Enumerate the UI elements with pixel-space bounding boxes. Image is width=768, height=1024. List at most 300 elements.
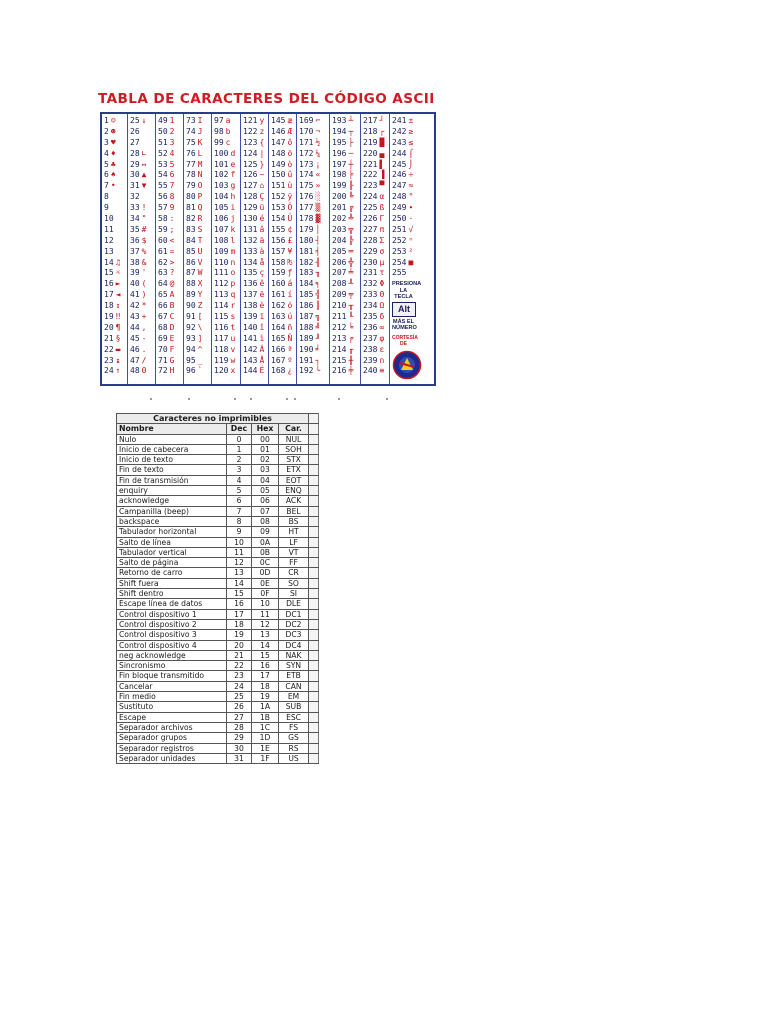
ascii-code: 83	[186, 224, 196, 234]
ascii-character: =	[169, 246, 175, 256]
cell-hex: 1A	[252, 702, 279, 712]
table-row	[117, 733, 319, 743]
cell-char: EM	[279, 692, 309, 702]
table-edge	[309, 414, 319, 424]
cell-name: Nulo	[117, 434, 227, 444]
ascii-entry	[184, 312, 211, 323]
ascii-code: 24	[104, 366, 114, 376]
ascii-code: 247	[392, 181, 407, 191]
scan-dot	[338, 398, 340, 400]
ascii-entry	[241, 356, 268, 367]
ascii-character: ²	[408, 246, 414, 256]
ascii-entry	[390, 116, 415, 127]
table-row	[117, 609, 319, 619]
non-printable-table	[116, 413, 319, 764]
ascii-character: ║	[315, 301, 321, 311]
ascii-code: 119	[214, 355, 229, 365]
ascii-entry	[390, 268, 415, 279]
ascii-character: Y	[197, 290, 203, 300]
ascii-code: 123	[243, 137, 258, 147]
ascii-entry	[390, 203, 415, 214]
ascii-character: 9	[169, 203, 175, 213]
ascii-character: n	[230, 257, 236, 267]
ascii-entry	[297, 312, 329, 323]
ascii-character: ?	[169, 268, 175, 278]
ascii-entry	[241, 247, 268, 258]
ascii-character: M	[197, 159, 203, 169]
ascii-code: 179	[299, 224, 314, 234]
ascii-code: 253	[392, 246, 407, 256]
ascii-code: 23	[104, 355, 114, 365]
ascii-entry	[156, 345, 183, 356]
ascii-character: w	[230, 355, 236, 365]
ascii-code: 181	[299, 246, 314, 256]
ascii-entry	[390, 160, 415, 171]
ascii-character: ╗	[315, 312, 321, 322]
cell-char: SI	[279, 589, 309, 599]
ascii-entry	[128, 334, 155, 345]
table-edge	[309, 650, 319, 660]
ascii-entry	[128, 225, 155, 236]
cell-dec: 9	[227, 527, 252, 537]
ascii-code: 42	[130, 301, 140, 311]
ascii-character: Φ	[379, 279, 385, 289]
scan-dot	[386, 398, 388, 400]
ascii-entry	[184, 127, 211, 138]
ascii-entry	[361, 268, 389, 279]
ascii-code: 50	[158, 126, 168, 136]
ascii-entry	[156, 138, 183, 149]
ascii-code: 218	[363, 126, 378, 136]
ascii-code: 148	[271, 148, 286, 158]
ascii-entry	[184, 356, 211, 367]
alt-instruction-panel	[390, 279, 422, 380]
table-edge	[309, 671, 319, 681]
ascii-entry	[102, 138, 127, 149]
ascii-character: •	[110, 181, 116, 191]
ascii-character: {	[259, 137, 265, 147]
ascii-character: I	[197, 116, 203, 125]
ascii-character: φ	[379, 333, 385, 343]
ascii-entry	[361, 160, 389, 171]
ascii-character: á	[287, 279, 293, 289]
ascii-character: ;	[169, 224, 175, 234]
ascii-code: 136	[243, 279, 258, 289]
ascii-entry	[102, 160, 127, 171]
ascii-entry	[297, 247, 329, 258]
ascii-entry	[128, 214, 155, 225]
ascii-code: 255	[392, 268, 407, 278]
ascii-entry	[184, 268, 211, 279]
ascii-entry	[212, 279, 240, 290]
ascii-entry	[156, 334, 183, 345]
ascii-character: ┘	[379, 116, 385, 125]
ascii-character: ▲	[141, 170, 147, 180]
ascii-entry	[102, 170, 127, 181]
ascii-entry	[128, 236, 155, 247]
ascii-character: x	[230, 366, 236, 376]
ascii-entry	[361, 247, 389, 258]
ascii-character: !	[141, 203, 147, 213]
ascii-character: "	[141, 214, 147, 224]
ascii-code: 16	[104, 279, 114, 289]
ascii-code: 26	[130, 126, 140, 136]
ascii-character: º	[287, 355, 293, 365]
ascii-code: 69	[158, 333, 168, 343]
ascii-entry	[184, 214, 211, 225]
ascii-entry	[102, 301, 127, 312]
ascii-code: 17	[104, 290, 114, 300]
ascii-code: 228	[363, 235, 378, 245]
ascii-character: ▒	[315, 203, 321, 213]
ascii-character: j	[230, 214, 236, 224]
ascii-chart	[98, 86, 440, 388]
cell-name: Separador archivos	[117, 722, 227, 732]
ascii-code: 127	[243, 181, 258, 191]
ascii-entry	[241, 149, 268, 160]
ascii-code: 12	[104, 235, 114, 245]
ascii-entry	[212, 345, 240, 356]
ascii-character: L	[197, 148, 203, 158]
ascii-character: ↑	[115, 366, 121, 376]
scan-dot	[188, 398, 190, 400]
ascii-character: ⌠	[408, 148, 414, 158]
ascii-entry	[212, 170, 240, 181]
ascii-code: 10	[104, 214, 114, 224]
ascii-code: 237	[363, 333, 378, 343]
ascii-entry	[128, 268, 155, 279]
ascii-entry	[297, 225, 329, 236]
ascii-character: ¥	[287, 246, 293, 256]
ascii-entry	[241, 192, 268, 203]
ascii-entry	[330, 181, 360, 192]
ascii-code: 52	[158, 148, 168, 158]
ascii-entry	[128, 203, 155, 214]
ascii-code: 222	[363, 170, 378, 180]
ascii-code: 53	[158, 159, 168, 169]
ascii-character: a	[225, 116, 231, 125]
ascii-entry	[330, 236, 360, 247]
ascii-character: s	[230, 312, 236, 322]
ascii-code: 238	[363, 344, 378, 354]
ascii-code: 35	[130, 224, 140, 234]
ascii-code: 108	[214, 235, 229, 245]
cell-char: ESC	[279, 712, 309, 722]
ascii-code: 199	[332, 181, 347, 191]
ascii-column	[269, 114, 297, 384]
ascii-entry	[184, 192, 211, 203]
ascii-entry	[212, 192, 240, 203]
ascii-code: 184	[299, 279, 314, 289]
ascii-character: ┌	[379, 126, 385, 136]
ascii-character: δ	[379, 312, 385, 322]
table-row	[117, 486, 319, 496]
ascii-code: 29	[130, 159, 140, 169]
ascii-code: 142	[243, 344, 258, 354]
ascii-character: ☺	[110, 116, 116, 125]
ascii-code: 144	[243, 366, 258, 376]
ascii-entry	[269, 247, 296, 258]
cell-char: SUB	[279, 702, 309, 712]
ascii-code: 140	[243, 322, 258, 332]
ascii-character: \	[197, 322, 203, 332]
ascii-entry	[241, 268, 268, 279]
ascii-entry	[212, 258, 240, 269]
ascii-character: ♦	[110, 148, 116, 158]
ascii-entry	[128, 247, 155, 258]
ascii-entry	[128, 138, 155, 149]
ascii-code: 194	[332, 126, 347, 136]
ascii-code: 162	[271, 301, 286, 311]
ascii-code: 187	[299, 312, 314, 322]
cell-name: Tabulador vertical	[117, 547, 227, 557]
ascii-entry	[297, 268, 329, 279]
ascii-character: >	[169, 257, 175, 267]
cell-char: DC1	[279, 609, 309, 619]
ascii-code: 122	[243, 126, 258, 136]
table-edge	[309, 692, 319, 702]
alt-key-icon: Alt	[392, 302, 416, 317]
ascii-code: 242	[392, 126, 407, 136]
cell-name: Shift fuera	[117, 578, 227, 588]
cell-hex: 16	[252, 661, 279, 671]
ascii-code: 90	[186, 301, 196, 311]
ascii-code: 86	[186, 257, 196, 267]
cell-name: Campanilla (beep)	[117, 506, 227, 516]
ascii-entry	[102, 356, 127, 367]
ascii-entry	[212, 247, 240, 258]
ascii-character: T	[197, 235, 203, 245]
ascii-character: û	[287, 170, 293, 180]
cell-dec: 14	[227, 578, 252, 588]
ascii-code: 77	[186, 159, 196, 169]
ascii-character: (	[141, 279, 147, 289]
ascii-entry	[184, 160, 211, 171]
ascii-code: 157	[271, 246, 286, 256]
ascii-code: 8	[104, 192, 109, 202]
ascii-code: 88	[186, 279, 196, 289]
ascii-character: ∟	[141, 148, 147, 158]
ascii-character: ♥	[110, 137, 116, 147]
ascii-entry	[241, 203, 268, 214]
cell-name: Escape	[117, 712, 227, 722]
ascii-code: 130	[243, 214, 258, 224]
ascii-character: 0	[141, 366, 147, 376]
ascii-code: 132	[243, 235, 258, 245]
cell-dec: 21	[227, 650, 252, 660]
ascii-entry	[128, 127, 155, 138]
cell-dec: 28	[227, 722, 252, 732]
cell-char: DC4	[279, 640, 309, 650]
ascii-code: 85	[186, 246, 196, 256]
ascii-code: 158	[271, 257, 286, 267]
ascii-character: ╬	[348, 257, 354, 267]
ascii-character: α	[379, 192, 385, 202]
ascii-character: î	[259, 322, 265, 332]
ascii-code: 92	[186, 322, 196, 332]
ascii-entry	[269, 356, 296, 367]
table-edge	[309, 568, 319, 578]
courtesy-text: CORTESÍA DE	[392, 335, 418, 348]
ascii-code: 210	[332, 301, 347, 311]
ascii-chart-title: TABLA DE CARACTERES DEL CÓDIGO ASCII	[98, 91, 435, 107]
ascii-character: y	[259, 116, 265, 125]
ascii-code: 65	[158, 290, 168, 300]
scan-dot	[294, 398, 296, 400]
cell-dec: 29	[227, 733, 252, 743]
ascii-code: 176	[299, 192, 314, 202]
cell-name: Fin medio	[117, 692, 227, 702]
cell-hex: 10	[252, 599, 279, 609]
ascii-entry	[156, 290, 183, 301]
ascii-entry	[330, 203, 360, 214]
ascii-entry	[241, 312, 268, 323]
table-row	[117, 506, 319, 516]
ascii-code: 233	[363, 290, 378, 300]
ascii-character: g	[230, 181, 236, 191]
ascii-code: 71	[158, 355, 168, 365]
ascii-entry	[361, 149, 389, 160]
ascii-code: 72	[158, 366, 168, 376]
ascii-character: @	[169, 279, 175, 289]
ascii-entry	[212, 181, 240, 192]
ascii-character: ò	[287, 159, 293, 169]
ascii-entry	[128, 323, 155, 334]
table-edge	[309, 578, 319, 588]
cell-name: Shift dentro	[117, 589, 227, 599]
ascii-entry	[361, 203, 389, 214]
cell-char: ACK	[279, 496, 309, 506]
ascii-column	[184, 114, 212, 384]
ascii-character: t	[230, 322, 236, 332]
ascii-character: U	[197, 246, 203, 256]
ascii-entry	[330, 290, 360, 301]
ascii-code: 185	[299, 290, 314, 300]
table-row	[117, 516, 319, 526]
ascii-character: ß	[379, 203, 385, 213]
ascii-character: z	[259, 126, 265, 136]
ascii-code: 146	[271, 126, 286, 136]
ascii-character: ░	[315, 192, 321, 202]
ascii-character: u	[230, 333, 236, 343]
ascii-code: 152	[271, 192, 286, 202]
ascii-character: V	[197, 257, 203, 267]
cell-hex: 0D	[252, 568, 279, 578]
ascii-character: W	[197, 268, 203, 278]
ascii-code: 139	[243, 312, 258, 322]
ascii-character: ½	[315, 137, 321, 147]
ascii-code: 150	[271, 170, 286, 180]
ascii-character: H	[169, 366, 175, 376]
ascii-code: 225	[363, 203, 378, 213]
cell-char: DC3	[279, 630, 309, 640]
ascii-column	[241, 114, 269, 384]
ascii-code: 46	[130, 344, 140, 354]
ascii-entry	[212, 127, 240, 138]
ascii-code: 120	[214, 366, 229, 376]
table-edge	[309, 475, 319, 485]
ascii-character: [	[197, 312, 203, 322]
ascii-character: Γ	[379, 214, 385, 224]
ascii-entry	[361, 323, 389, 334]
ascii-code: 239	[363, 355, 378, 365]
ascii-code: 110	[214, 257, 229, 267]
ascii-entry	[241, 214, 268, 225]
table-edge	[309, 506, 319, 516]
ascii-entry	[212, 366, 240, 377]
ascii-code: 9	[104, 203, 109, 213]
ascii-code: 221	[363, 159, 378, 169]
cell-dec: 13	[227, 568, 252, 578]
ascii-character: å	[259, 257, 265, 267]
ascii-code: 30	[130, 170, 140, 180]
ascii-character: X	[197, 279, 203, 289]
ascii-code: 60	[158, 235, 168, 245]
ascii-entry	[156, 149, 183, 160]
cell-name: Fin de texto	[117, 465, 227, 475]
ascii-entry	[330, 279, 360, 290]
ascii-character: C	[169, 312, 175, 322]
table-edge	[309, 630, 319, 640]
ascii-entry	[390, 170, 415, 181]
ascii-character: A	[169, 290, 175, 300]
ascii-character: ═	[348, 246, 354, 256]
ascii-character: ï	[259, 312, 265, 322]
ascii-character: ÷	[408, 170, 414, 180]
ascii-character: τ	[379, 268, 385, 278]
cell-name: Fin bloque transmitido	[117, 671, 227, 681]
cell-char: NAK	[279, 650, 309, 660]
ascii-code: 182	[299, 257, 314, 267]
ascii-character: ►	[115, 279, 121, 289]
ascii-code: 204	[332, 235, 347, 245]
ascii-entry	[330, 366, 360, 377]
ascii-entry	[102, 149, 127, 160]
ascii-character: G	[169, 355, 175, 365]
ascii-character: ╖	[315, 268, 321, 278]
ascii-character: ·	[408, 214, 414, 224]
ascii-code: 117	[214, 333, 229, 343]
ascii-code: 67	[158, 312, 168, 322]
ascii-code: 75	[186, 137, 196, 147]
ascii-code: 151	[271, 181, 286, 191]
ascii-entry	[212, 225, 240, 236]
ascii-code: 81	[186, 203, 196, 213]
ascii-character: ╔	[348, 203, 354, 213]
ascii-character: ─	[348, 148, 354, 158]
ascii-character: 6	[169, 170, 175, 180]
table-edge	[309, 486, 319, 496]
ascii-code: 25	[130, 116, 140, 125]
ascii-character: í	[287, 290, 293, 300]
plus-number-text: MÁS EL NÚMERO	[392, 318, 417, 332]
cell-dec: 24	[227, 681, 252, 691]
ascii-character: ╩	[348, 214, 354, 224]
cell-name: Control dispositivo 4	[117, 640, 227, 650]
cell-dec: 25	[227, 692, 252, 702]
cell-char: BS	[279, 516, 309, 526]
ascii-character: ì	[259, 333, 265, 343]
ascii-entry	[156, 192, 183, 203]
cell-char: STX	[279, 455, 309, 465]
ascii-character: à	[259, 246, 265, 256]
ascii-code: 193	[332, 116, 347, 125]
cell-char: HT	[279, 527, 309, 537]
ascii-code: 13	[104, 246, 114, 256]
ascii-code: 131	[243, 224, 258, 234]
ascii-code: 84	[186, 235, 196, 245]
ascii-character: °	[408, 192, 414, 202]
